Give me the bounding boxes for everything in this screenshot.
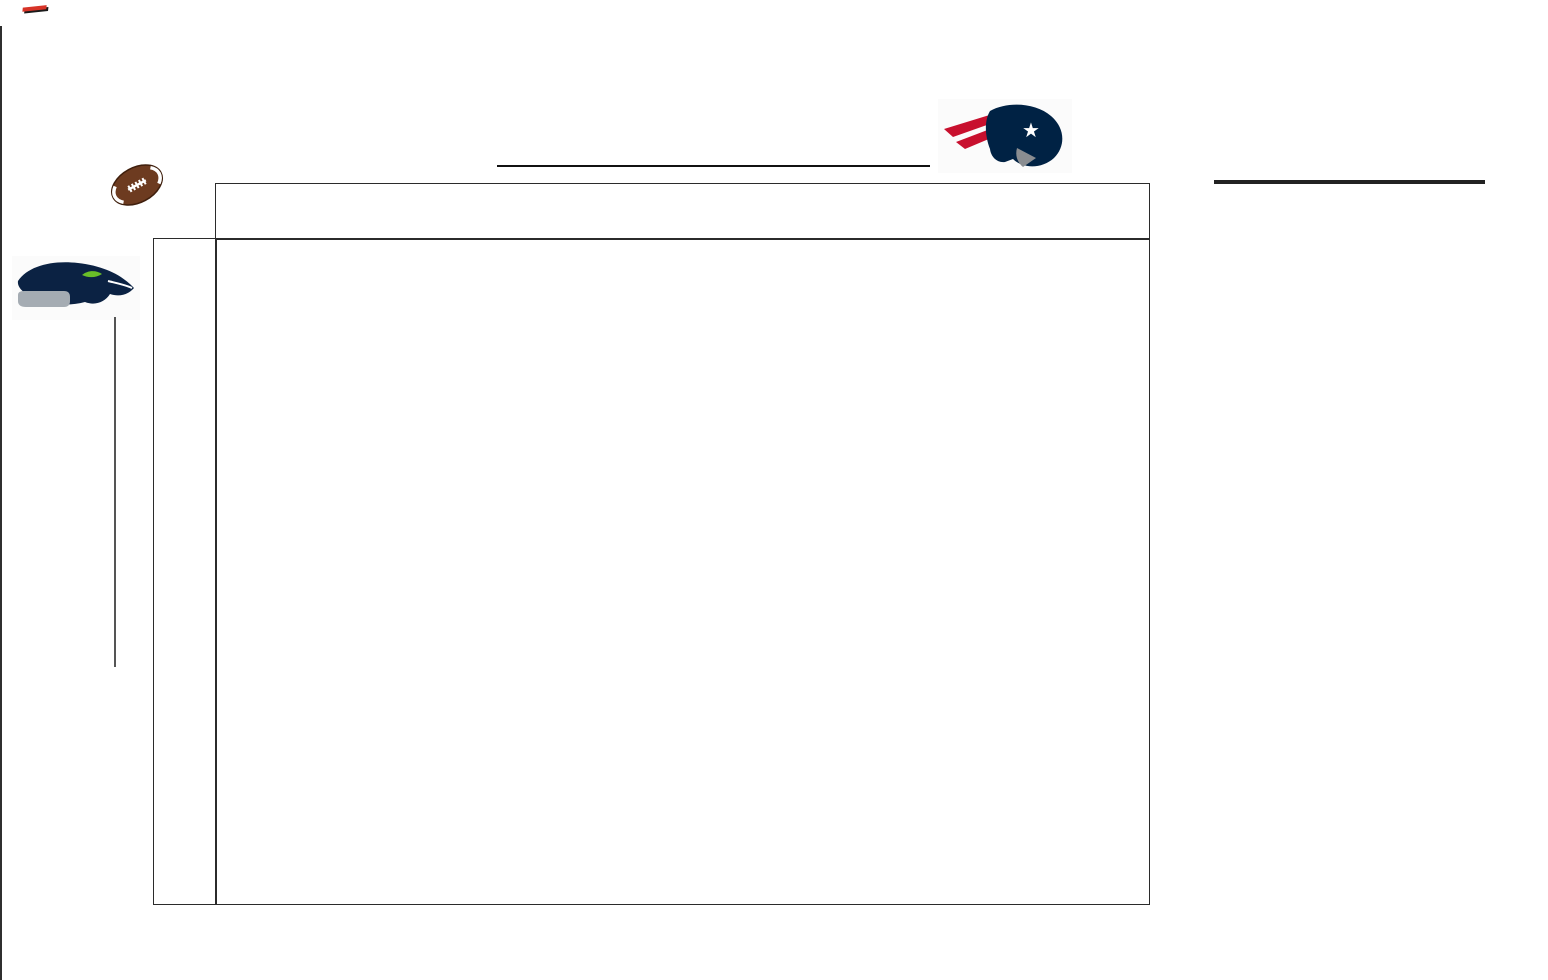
nfc-underline <box>114 317 116 667</box>
org-logo <box>3 0 213 122</box>
svg-text:★: ★ <box>1022 118 1040 142</box>
payouts-panel <box>1214 166 1485 184</box>
org-logo-main-text <box>2 0 201 1</box>
afc-underline <box>497 165 930 167</box>
org-logo-top-text <box>60 0 201 7</box>
grid-left-header <box>153 238 217 905</box>
patriots-logo-icon <box>938 99 1072 173</box>
page-edge-line <box>0 26 2 980</box>
grid-top-header <box>215 183 1150 240</box>
football-icon <box>104 152 170 218</box>
org-logo-banner-text <box>22 5 46 12</box>
payout-rows <box>1214 180 1485 184</box>
grid-cells <box>215 238 1150 905</box>
seahawks-logo-icon <box>12 256 140 320</box>
